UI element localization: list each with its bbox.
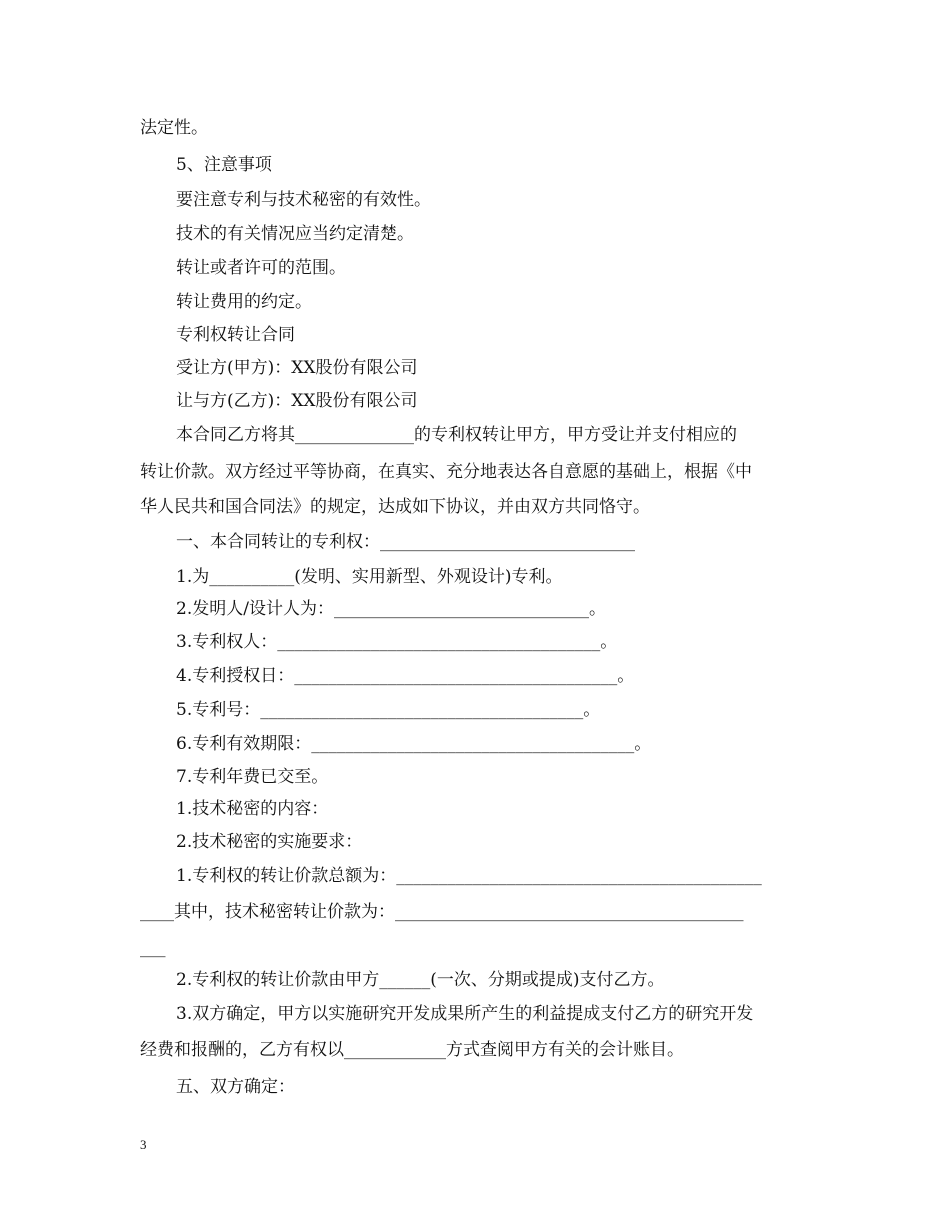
text-line: 5.专利号：______________________________________。 bbox=[176, 700, 601, 720]
text-line: 2.专利权的转让价款由甲方______(一次、分期或提成)支付乙方。 bbox=[176, 970, 665, 990]
text-line: 1.为__________(发明、实用新型、外观设计)专利。 bbox=[176, 567, 563, 587]
text-line: 7.专利年费已交至。 bbox=[176, 767, 329, 787]
text-line: 2.发明人/设计人为：______________________________。 bbox=[176, 599, 606, 619]
text-line: 经费和报酬的，乙方有权以____________方式查阅甲方有关的会计账目。 bbox=[140, 1040, 684, 1060]
text-line: 转让价款。双方经过平等协商，在真实、充分地表达各自意愿的基础上，根据《中 bbox=[140, 462, 752, 482]
text-line: 转让费用的约定。 bbox=[176, 292, 312, 312]
text-line: 4.专利授权日：______________________________________。 bbox=[176, 666, 635, 686]
text-line: 1.专利权的转让价款总额为：___________________________________________ bbox=[176, 866, 762, 886]
party-b-line: 让与方(乙方)：XX股份有限公司 bbox=[176, 391, 418, 411]
text-line: 3.双方确定，甲方以实施研究开发成果所产生的利益提成支付乙方的研究开发 bbox=[176, 1004, 754, 1024]
text-line: 6.专利有效期限：______________________________________。 bbox=[176, 734, 652, 754]
section-heading: 5、注意事项 bbox=[176, 155, 272, 175]
text-line: ____其中，技术秘密转让价款为：_________________________________________ bbox=[140, 902, 744, 922]
clause-heading: 五、双方确定： bbox=[176, 1077, 295, 1097]
text-line: 3.专利权人：______________________________________。 bbox=[176, 632, 618, 652]
text-line: 转让或者许可的范围。 bbox=[176, 258, 346, 278]
text-line: ___ bbox=[140, 938, 166, 958]
text-line: 华人民共和国合同法》的规定，达成如下协议，并由双方共同恪守。 bbox=[140, 497, 650, 517]
text-line: 1.技术秘密的内容： bbox=[176, 799, 329, 819]
party-a-line: 受让方(甲方)：XX股份有限公司 bbox=[176, 358, 418, 378]
page-number: 3 bbox=[140, 1137, 147, 1152]
text-line: 法定性。 bbox=[140, 118, 208, 138]
contract-title: 专利权转让合同 bbox=[176, 325, 295, 345]
clause-heading: 一、本合同转让的专利权：______________________________ bbox=[176, 532, 635, 552]
text-line: 本合同乙方将其______________的专利权转让甲方，甲方受让并支付相应的 bbox=[176, 425, 737, 445]
text-line: 要注意专利与技术秘密的有效性。 bbox=[176, 190, 431, 210]
text-line: 技术的有关情况应当约定清楚。 bbox=[176, 224, 414, 244]
text-line: 2.技术秘密的实施要求： bbox=[176, 832, 363, 852]
